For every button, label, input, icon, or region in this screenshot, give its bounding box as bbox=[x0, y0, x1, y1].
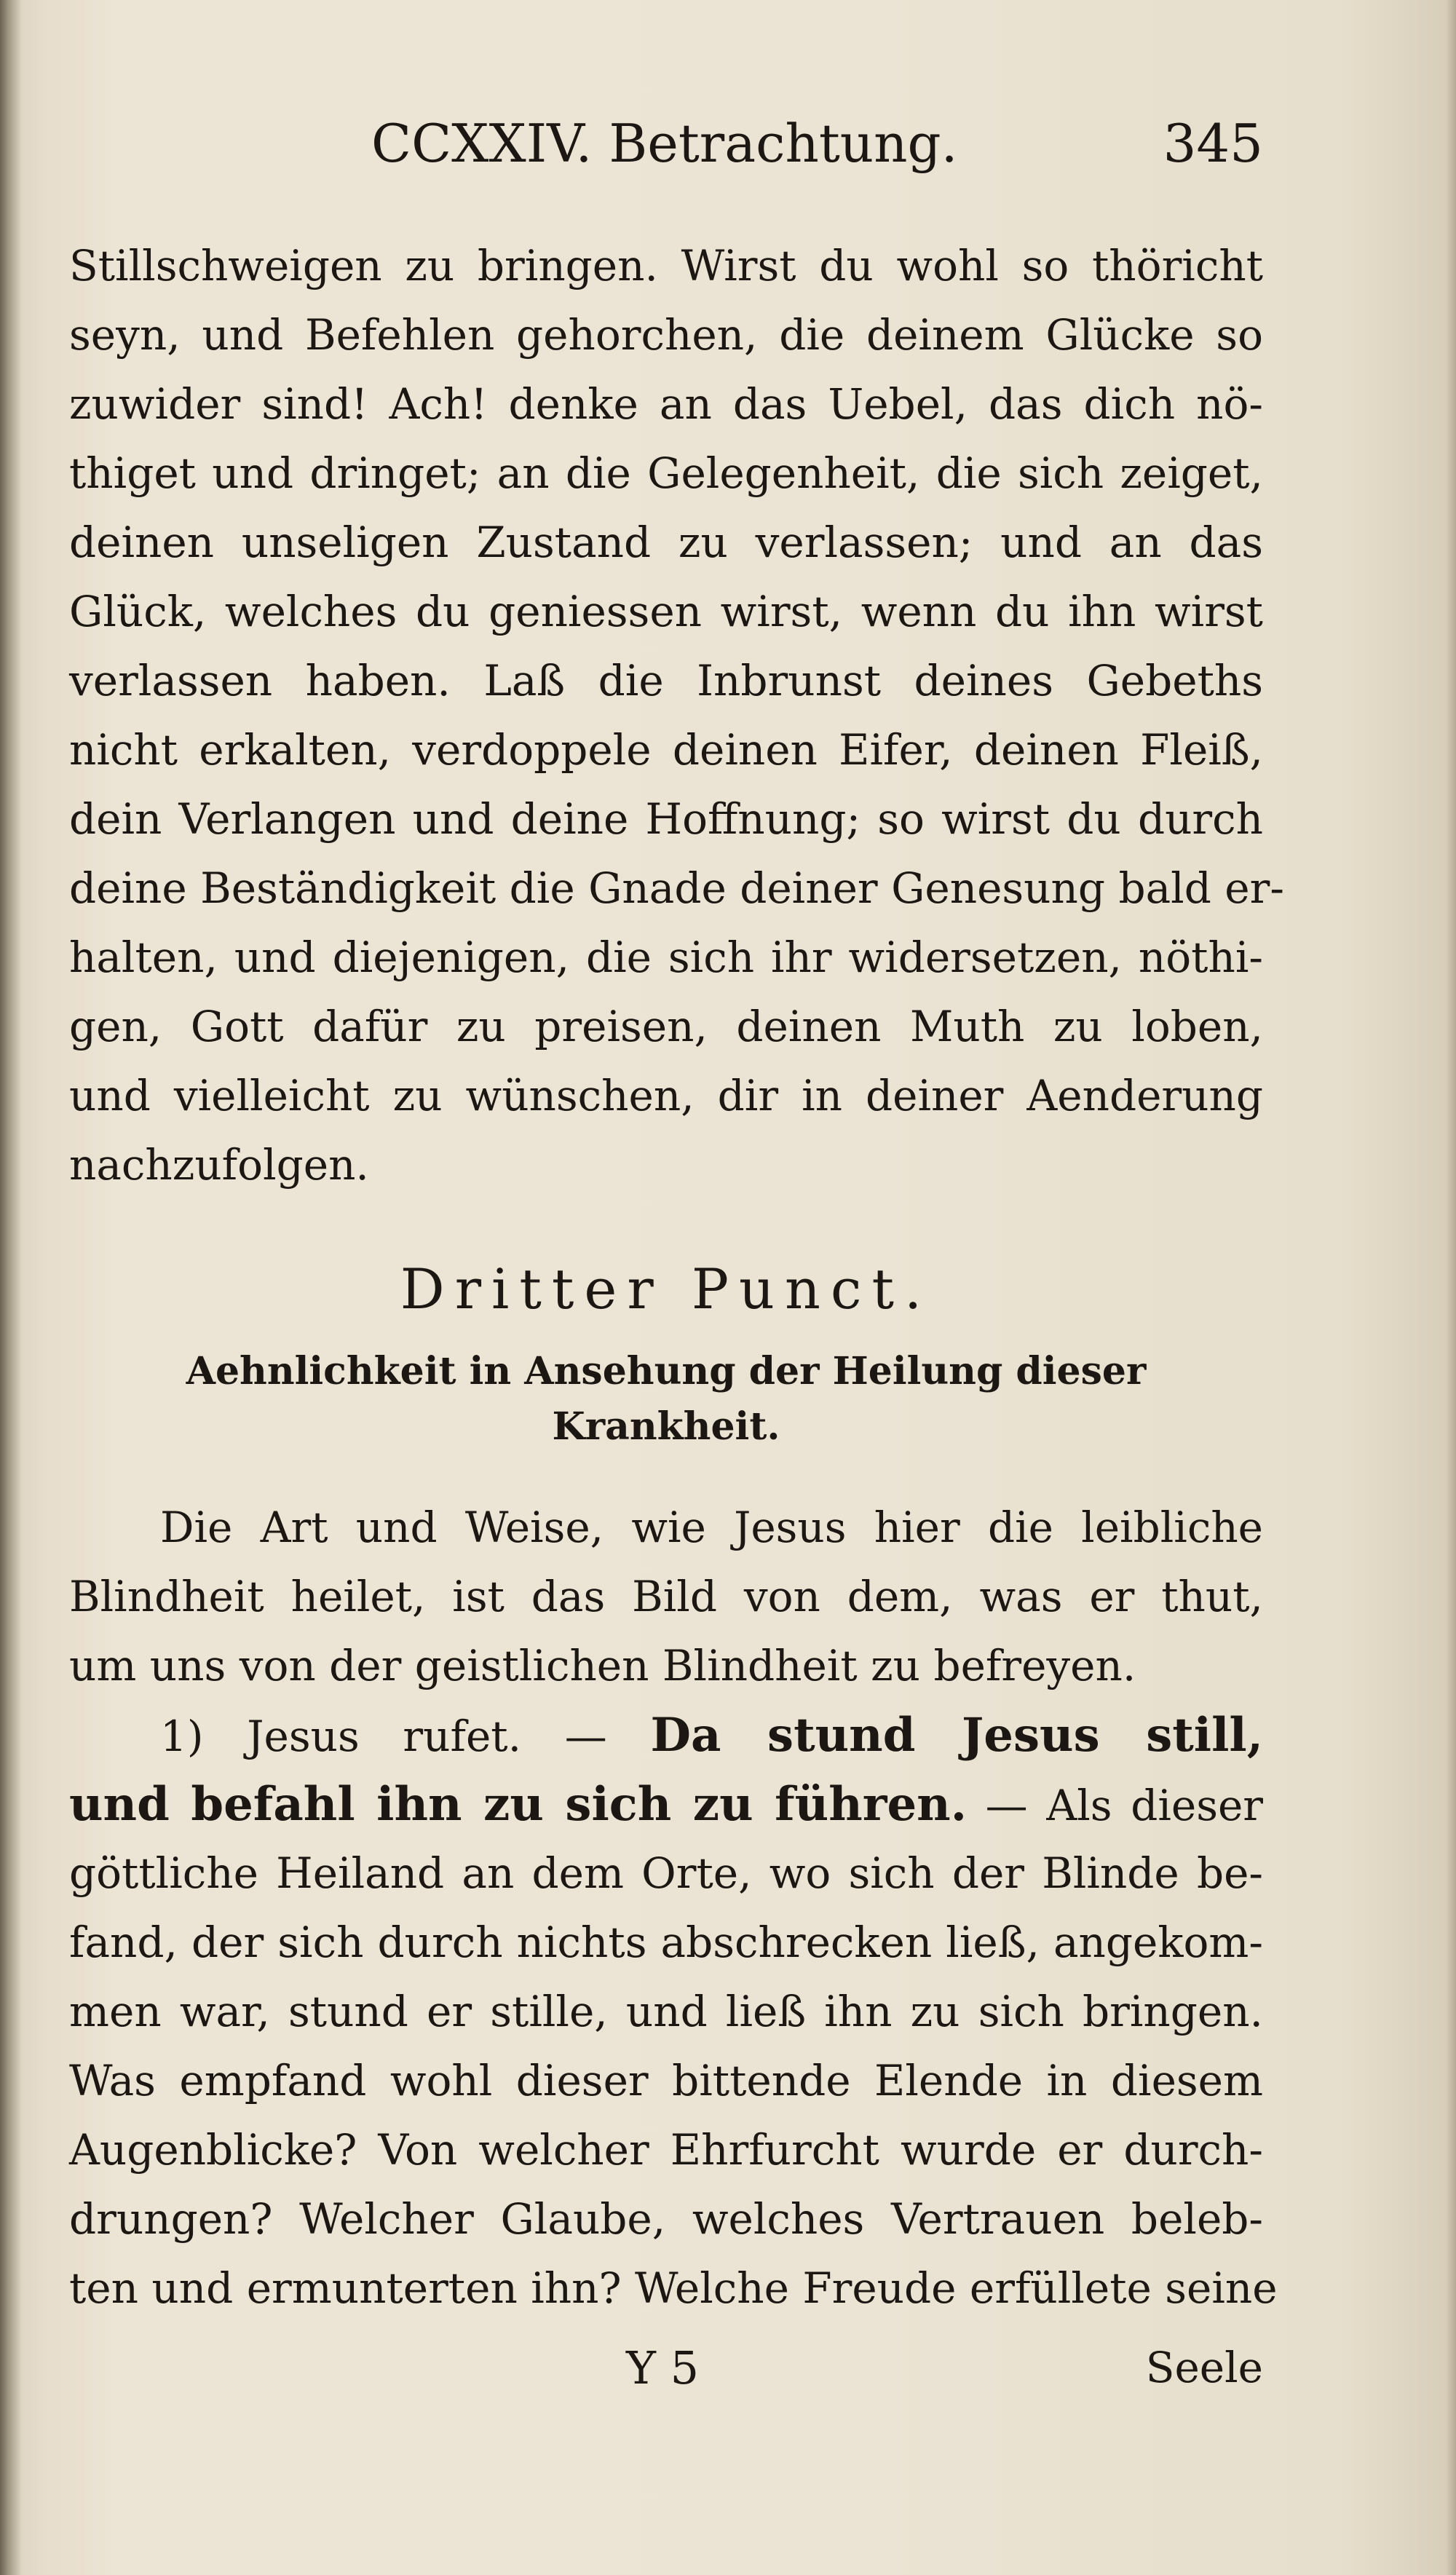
text-line: verlassen haben. Laß die Inbrunst deines Gebeths bbox=[69, 656, 1263, 705]
scripture-quote: Da stund Jesus still, bbox=[650, 1708, 1264, 1763]
page-edge-shadow bbox=[1446, 0, 1456, 2575]
section-heading: Dritter Punct. bbox=[400, 1257, 933, 1321]
text-line bbox=[69, 1701, 1263, 1770]
text-line: Glück, welches du geniessen wirst, wenn du ihn wirst bbox=[69, 587, 1263, 636]
running-title: CCXXIV. Betrachtung. bbox=[371, 113, 958, 174]
text-line: und vielleicht zu wünschen, dir in deiner Aenderung bbox=[69, 1071, 1263, 1120]
subheading-line: Aehnlichkeit in Ansehung der Heilung dieser bbox=[186, 1349, 1147, 1393]
scripture-quote: und befahl ihn zu sich zu führen. bbox=[69, 1777, 967, 1832]
text-line: dein Verlangen und deine Hoffnung; so wirst du durch bbox=[69, 794, 1263, 844]
text-line: nachzufolgen. bbox=[69, 1140, 369, 1190]
point-label: 1) Jesus rufet. — bbox=[160, 1712, 651, 1761]
text-line: göttliche Heiland an dem Orte, wo sich der Blinde be- bbox=[69, 1848, 1263, 1898]
body-text bbox=[69, 232, 1284, 2323]
text-line: drungen? Welcher Glaube, welches Vertrauen beleb- bbox=[69, 2194, 1263, 2244]
page-binding-shadow bbox=[0, 0, 22, 2575]
text-line: um uns von der geistlichen Blindheit zu befreyen. bbox=[69, 1641, 1136, 1690]
paragraph-spacer bbox=[69, 1471, 1263, 1493]
signature-mark: Y 5 bbox=[626, 2341, 700, 2394]
text-line: nicht erkalten, verdoppele deinen Eifer, deinen Fleiß, bbox=[69, 725, 1263, 775]
text-line: Die Art und Weise, wie Jesus hier die leibliche bbox=[160, 1503, 1263, 1552]
page-number: 345 bbox=[1163, 113, 1263, 174]
text-line: men war, stund er stille, und ließ ihn zu sich bringen. bbox=[69, 1987, 1263, 2036]
text-line: fand, der sich durch nichts abschrecken ließ, angekom- bbox=[69, 1918, 1263, 1967]
text-line: thiget und dringet; an die Gelegenheit, die sich zeiget, bbox=[69, 448, 1263, 498]
text-line: Augenblicke? Von welcher Ehrfurcht wurde er durch- bbox=[69, 2125, 1263, 2175]
text-line: Stillschweigen zu bringen. Wirst du wohl so thöricht bbox=[69, 241, 1263, 290]
text-line: Was empfand wohl dieser bittende Elende in diesem bbox=[69, 2056, 1263, 2105]
text-line: ten und ermunterten ihn? Welche Freude erfüllete seine bbox=[69, 2263, 1278, 2313]
text-line: gen, Gott dafür zu preisen, deinen Muth zu loben, bbox=[69, 1002, 1263, 1051]
text-line: deinen unseligen Zustand zu verlassen; und an das bbox=[69, 518, 1263, 567]
page-header bbox=[69, 109, 1263, 178]
subheading-line: Krankheit. bbox=[552, 1404, 780, 1449]
text-line: deine Beständigkeit die Gnade deiner Genesung bald er- bbox=[69, 863, 1284, 913]
section-spacer bbox=[69, 1200, 1263, 1242]
text-line: seyn, und Befehlen gehorchen, die deinem Glücke so bbox=[69, 310, 1263, 360]
page-footer bbox=[69, 2333, 1263, 2402]
text-line: Blindheit heilet, ist das Bild von dem, was er thut, bbox=[69, 1572, 1263, 1621]
section-subheading bbox=[69, 1337, 1263, 1471]
paragraph-point-one bbox=[69, 1701, 1278, 2323]
text-line bbox=[69, 1770, 1263, 1839]
text-line: halten, und diejenigen, die sich ihr widersetzen, nöthi- bbox=[69, 933, 1263, 982]
text-fragment: — Als dieser bbox=[967, 1781, 1264, 1830]
paragraph-meditation bbox=[69, 232, 1284, 1200]
paragraph-introduction bbox=[69, 1493, 1263, 1701]
text-line: zuwider sind! Ach! denke an das Uebel, das dich nö- bbox=[69, 379, 1263, 429]
catchword: Seele bbox=[1145, 2343, 1263, 2392]
